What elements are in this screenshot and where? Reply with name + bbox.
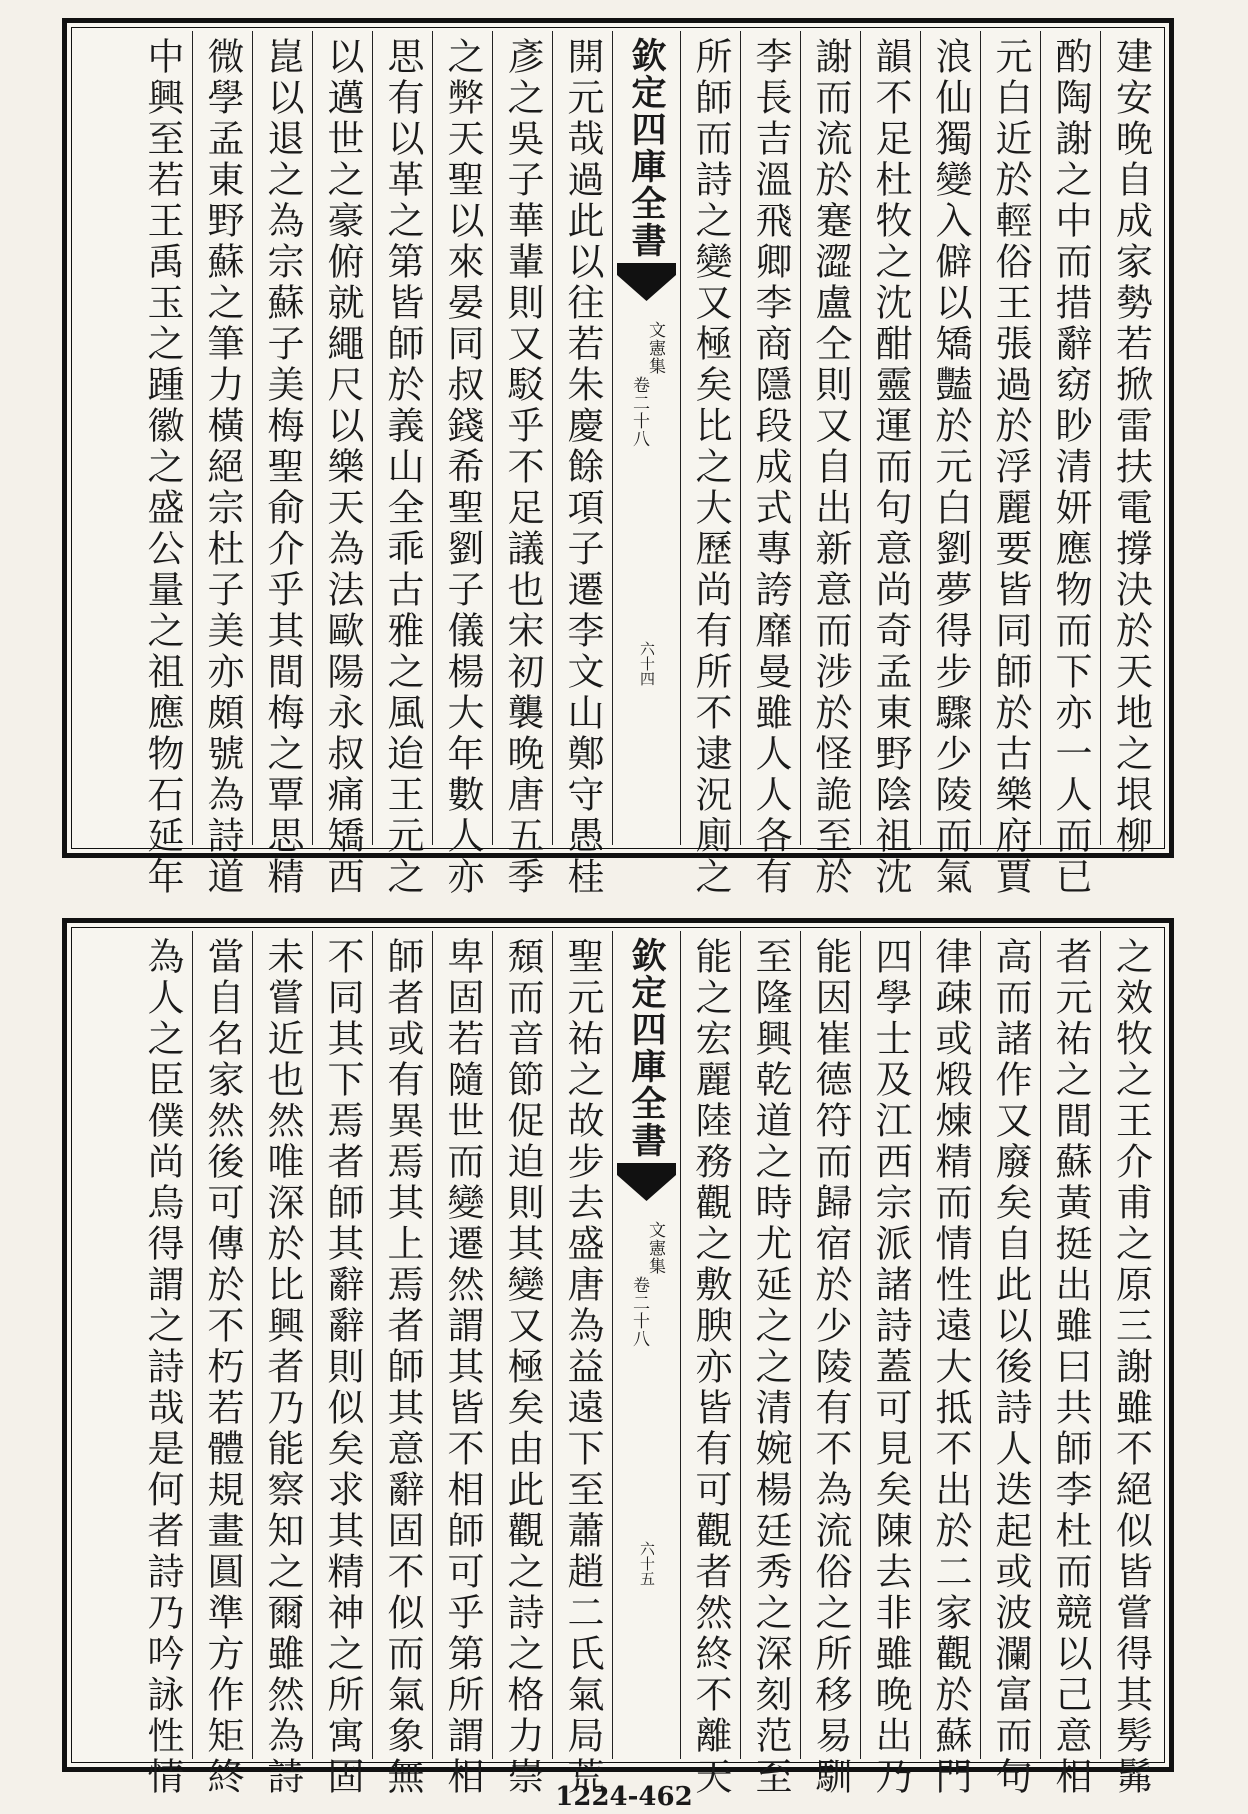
column-text: 酌陶謝之中而措辭窈眇清妍應物而下亦一人而已: [1049, 37, 1092, 898]
column-text: 能之宏麗陸務觀之敷腴亦皆有可觀者然終不離天: [689, 937, 732, 1798]
text-column: [493, 931, 553, 1798]
text-column: [313, 31, 373, 898]
column-text: 四學士及江西宗派諸詩蓋可見矣陳去非雖晚出乃: [869, 937, 912, 1798]
text-column: [253, 31, 313, 898]
text-column: [373, 931, 433, 1798]
text-column: [801, 931, 861, 1798]
column-text: 至隆興乾道之時尤延之之清婉楊廷秀之深刻范至: [749, 937, 792, 1798]
text-column: [493, 31, 553, 898]
book-title: 欽定四庫全書: [626, 937, 667, 1159]
text-column: [981, 31, 1041, 898]
work-title: 文憲集: [645, 1221, 665, 1275]
column-text: 當自名家然後可傳於不朽若體規畫圓準方作矩終: [201, 937, 244, 1798]
text-column: [1101, 931, 1161, 1798]
text-column: [193, 931, 253, 1798]
text-column: [193, 31, 253, 898]
text-column: [741, 931, 801, 1798]
column-text: 韻不足杜牧之沈酣靈運而句意尚奇孟東野陰祖沈: [869, 37, 912, 898]
text-column: [253, 931, 313, 1798]
column-text: 卑固若隨世而變遷然謂其皆不相師可乎第所謂相: [441, 937, 484, 1798]
text-column: [433, 31, 493, 898]
column-text: 元白近於輕俗王張過於浮麗要皆同師於古樂府賈: [989, 37, 1032, 898]
column-text: 謝而流於蹇澀盧仝則又自出新意而涉於怪詭至於: [809, 37, 852, 898]
column-text: 聖元祐之故步去盛唐為益遠下至蕭趙二氏氣局荒: [561, 937, 604, 1798]
center-margin-column: [613, 931, 681, 1759]
text-column: [681, 31, 741, 898]
text-column: [921, 31, 981, 898]
column-text: 高而諸作又廢矣自此以後詩人迭起或波瀾富而句: [989, 937, 1032, 1798]
work-title: 文憲集: [645, 321, 665, 375]
text-column: [861, 31, 921, 898]
column-text: 李長吉溫飛卿李商隱段成式專誇靡曼雖人人各有: [749, 37, 792, 898]
column-text: 建安晚自成家勢若掀雷扶電撐決於天地之垠柳: [1109, 37, 1153, 857]
folio-number: 六十四: [638, 641, 656, 686]
column-text: 所師而詩之變又極矣比之大歷尚有所不逮況廁之: [689, 37, 732, 898]
text-column: [1101, 31, 1161, 857]
column-text: 以邁世之豪俯就繩尺以樂天為法歐陽永叔痛矯西: [321, 37, 364, 898]
column-text: 崑以退之為宗蘇子美梅聖俞介乎其間梅之覃思精: [261, 37, 304, 898]
column-text: 頹而音節促迫則其變又極矣由此觀之詩之格力崇: [501, 937, 544, 1798]
text-column: [553, 931, 613, 1798]
column-text: 微學孟東野蘇之筆力橫絕宗杜子美亦頗號為詩道: [201, 37, 244, 898]
text-column: [681, 931, 741, 1798]
text-column: [433, 931, 493, 1798]
text-column: [133, 31, 193, 898]
column-text: 浪仙獨變入僻以矯豔於元白劉夢得步驟少陵而氣: [929, 37, 972, 898]
text-column: [861, 931, 921, 1798]
text-column: [981, 931, 1041, 1798]
text-column: [1041, 931, 1101, 1798]
juan-number: 卷二十八: [629, 1276, 649, 1348]
column-text: 開元哉過此以往若朱慶餘項子遷李文山鄭守愚桂: [561, 37, 604, 898]
book-title: 欽定四庫全書: [626, 37, 667, 259]
column-text: 中興至若王禹玉之踵徽之盛公量之祖應物石延年: [141, 37, 184, 898]
center-margin-column: [613, 31, 681, 845]
text-column: [921, 931, 981, 1798]
fishtail-mark: [617, 263, 676, 301]
text-column: [741, 31, 801, 898]
text-column: [373, 31, 433, 898]
upper-page: [62, 18, 1174, 898]
folio-number: 六十五: [638, 1541, 656, 1586]
text-column: [553, 31, 613, 898]
column-text: 彥之吳子華輩則又駁乎不足議也宋初襲晚唐五季: [501, 37, 544, 898]
column-text: 能因崔德符而歸宿於少陵有不為流俗之所移易馴: [809, 937, 852, 1798]
juan-number: 卷二十八: [629, 376, 649, 448]
column-text: 不同其下焉者師其辭辭則似矣求其精神之所寓固: [321, 937, 364, 1798]
column-text: 師者或有異焉其上焉者師其意辭固不似而氣象無: [381, 937, 424, 1798]
column-text: 律疎或煅煉精而情性遠大抵不出於二家觀於蘇門: [929, 937, 972, 1798]
fishtail-mark: [617, 1163, 676, 1201]
text-column: [1041, 31, 1101, 898]
column-text: 為人之臣僕尚烏得謂之詩哉是何者詩乃吟詠性情: [141, 937, 184, 1798]
page-number: 1224-462: [555, 1782, 693, 1812]
column-text: 之效牧之王介甫之原三謝雖不絕似皆嘗得其髣髴: [1109, 937, 1153, 1798]
text-column: [801, 31, 861, 898]
text-column: [313, 931, 373, 1798]
column-text: 者元祐之間蘇黃挺出雖曰共師李杜而競以己意相: [1049, 937, 1092, 1798]
column-text: 思有以革之第皆師於義山全乖古雅之風迨王元之: [381, 37, 424, 898]
upper-page-columns: [75, 31, 1161, 898]
text-column: [133, 931, 193, 1798]
column-text: 之弊天聖以來晏同叔錢希聖劉子儀楊大年數人亦: [441, 37, 484, 898]
column-text: 未嘗近也然唯深於比興者乃能察知之爾雖然為詩: [261, 937, 304, 1798]
